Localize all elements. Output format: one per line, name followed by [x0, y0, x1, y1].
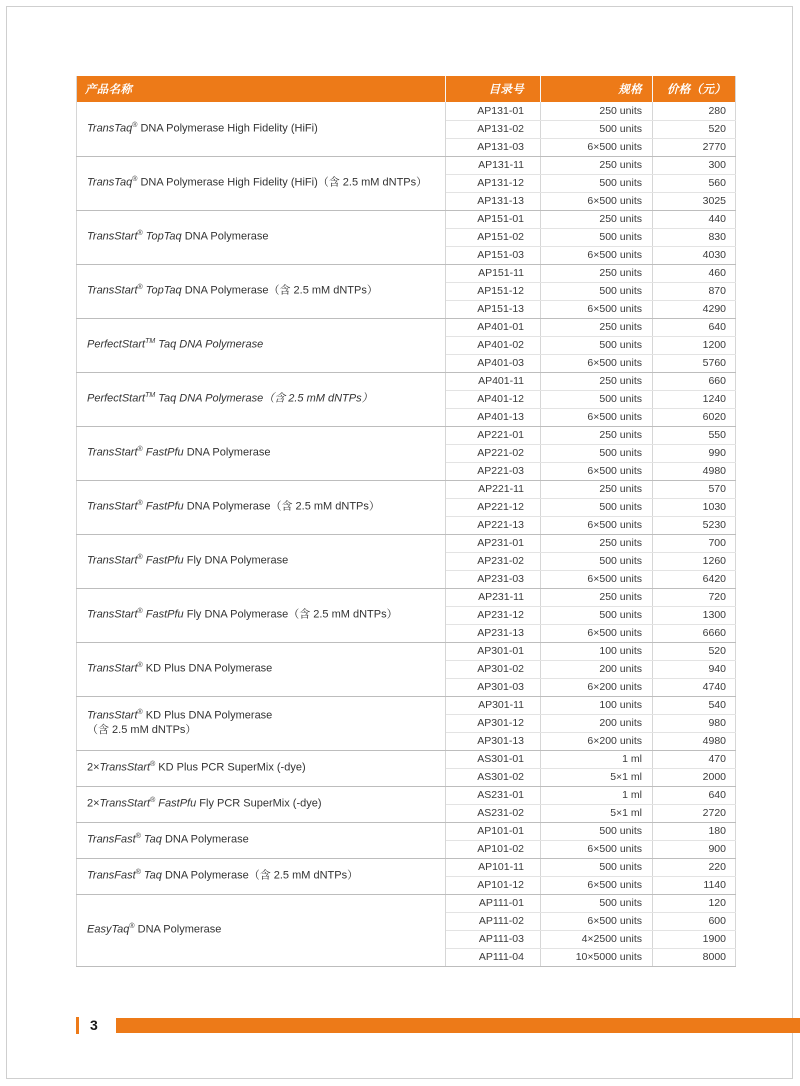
- product-price-table-container: [76, 76, 735, 967]
- footer-accent-bar: [116, 1018, 800, 1033]
- price-cell: 280: [653, 102, 736, 120]
- price-cell: 560: [653, 174, 736, 192]
- catalog-number-cell: AP301-13: [446, 732, 541, 750]
- page-footer: [76, 1016, 800, 1036]
- catalog-number-cell: AS301-02: [446, 768, 541, 786]
- specification-cell: 1 ml: [541, 750, 653, 768]
- price-cell: 2720: [653, 804, 736, 822]
- catalog-number-cell: AP131-12: [446, 174, 541, 192]
- specification-cell: 100 units: [541, 696, 653, 714]
- specification-cell: 500 units: [541, 894, 653, 912]
- table-row: [77, 210, 736, 228]
- price-cell: 6420: [653, 570, 736, 588]
- price-cell: 2770: [653, 138, 736, 156]
- specification-cell: 500 units: [541, 174, 653, 192]
- price-cell: 5760: [653, 354, 736, 372]
- page-canvas: [6, 6, 793, 1079]
- price-cell: 520: [653, 642, 736, 660]
- catalog-number-cell: AP101-01: [446, 822, 541, 840]
- catalog-number-cell: AP151-12: [446, 282, 541, 300]
- table-row: [77, 372, 736, 390]
- catalog-number-cell: AP231-11: [446, 588, 541, 606]
- specification-cell: 6×500 units: [541, 354, 653, 372]
- product-name-cell: EasyTaq® DNA Polymerase: [77, 894, 446, 966]
- catalog-number-cell: AP221-13: [446, 516, 541, 534]
- table-row: [77, 642, 736, 660]
- specification-cell: 250 units: [541, 426, 653, 444]
- specification-cell: 250 units: [541, 318, 653, 336]
- price-cell: 900: [653, 840, 736, 858]
- catalog-number-cell: AP101-02: [446, 840, 541, 858]
- product-name-cell: TransStart® TopTaq DNA Polymerase: [77, 210, 446, 264]
- catalog-number-cell: AS301-01: [446, 750, 541, 768]
- price-cell: 570: [653, 480, 736, 498]
- catalog-number-cell: AP131-11: [446, 156, 541, 174]
- specification-cell: 6×500 units: [541, 246, 653, 264]
- catalog-number-cell: AP301-01: [446, 642, 541, 660]
- specification-cell: 500 units: [541, 498, 653, 516]
- catalog-number-cell: AP401-12: [446, 390, 541, 408]
- catalog-number-cell: AP221-03: [446, 462, 541, 480]
- column-header-price: 价格（元）: [653, 76, 736, 102]
- catalog-number-cell: AP231-02: [446, 552, 541, 570]
- specification-cell: 500 units: [541, 228, 653, 246]
- catalog-number-cell: AP301-12: [446, 714, 541, 732]
- product-name-cell: TransTaq® DNA Polymerase High Fidelity (HiFi)（含 2.5 mM dNTPs）: [77, 156, 446, 210]
- price-cell: 470: [653, 750, 736, 768]
- price-cell: 700: [653, 534, 736, 552]
- price-cell: 870: [653, 282, 736, 300]
- price-cell: 830: [653, 228, 736, 246]
- price-cell: 720: [653, 588, 736, 606]
- specification-cell: 500 units: [541, 336, 653, 354]
- price-cell: 460: [653, 264, 736, 282]
- specification-cell: 6×500 units: [541, 570, 653, 588]
- price-cell: 940: [653, 660, 736, 678]
- price-cell: 1030: [653, 498, 736, 516]
- catalog-number-cell: AP151-11: [446, 264, 541, 282]
- product-name-cell: TransStart® FastPfu Fly DNA Polymerase（含 2.5 mM dNTPs）: [77, 588, 446, 642]
- specification-cell: 6×500 units: [541, 408, 653, 426]
- table-row: [77, 102, 736, 120]
- table-row: [77, 156, 736, 174]
- catalog-number-cell: AP111-04: [446, 948, 541, 966]
- catalog-number-cell: AP111-02: [446, 912, 541, 930]
- specification-cell: 5×1 ml: [541, 804, 653, 822]
- price-cell: 300: [653, 156, 736, 174]
- specification-cell: 200 units: [541, 660, 653, 678]
- specification-cell: 250 units: [541, 534, 653, 552]
- table-row: [77, 858, 736, 876]
- price-cell: 1200: [653, 336, 736, 354]
- price-cell: 980: [653, 714, 736, 732]
- specification-cell: 6×200 units: [541, 678, 653, 696]
- catalog-number-cell: AP401-03: [446, 354, 541, 372]
- column-header-product-name: 产品名称: [77, 76, 446, 102]
- specification-cell: 250 units: [541, 372, 653, 390]
- specification-cell: 250 units: [541, 480, 653, 498]
- specification-cell: 6×500 units: [541, 624, 653, 642]
- specification-cell: 6×500 units: [541, 300, 653, 318]
- catalog-number-cell: AS231-01: [446, 786, 541, 804]
- catalog-number-cell: AP401-01: [446, 318, 541, 336]
- catalog-number-cell: AP301-03: [446, 678, 541, 696]
- catalog-number-cell: AP131-01: [446, 102, 541, 120]
- specification-cell: 500 units: [541, 120, 653, 138]
- specification-cell: 500 units: [541, 390, 653, 408]
- product-name-cell: TransStart® KD Plus DNA Polymerase: [77, 642, 446, 696]
- price-cell: 550: [653, 426, 736, 444]
- product-name-cell: TransTaq® DNA Polymerase High Fidelity (HiFi): [77, 102, 446, 156]
- table-row: [77, 786, 736, 804]
- catalog-number-cell: AP221-12: [446, 498, 541, 516]
- catalog-number-cell: AP131-03: [446, 138, 541, 156]
- catalog-number-cell: AP401-11: [446, 372, 541, 390]
- price-cell: 520: [653, 120, 736, 138]
- catalog-number-cell: AP231-12: [446, 606, 541, 624]
- table-row: [77, 264, 736, 282]
- specification-cell: 500 units: [541, 444, 653, 462]
- catalog-number-cell: AP231-13: [446, 624, 541, 642]
- specification-cell: 250 units: [541, 210, 653, 228]
- specification-cell: 6×500 units: [541, 138, 653, 156]
- product-name-cell: TransStart® KD Plus DNA Polymerase （含 2.5 mM dNTPs）: [77, 696, 446, 750]
- catalog-number-cell: AP301-02: [446, 660, 541, 678]
- specification-cell: 5×1 ml: [541, 768, 653, 786]
- product-name-cell: TransFast® Taq DNA Polymerase: [77, 822, 446, 858]
- table-row: [77, 750, 736, 768]
- price-cell: 220: [653, 858, 736, 876]
- catalog-number-cell: AP151-03: [446, 246, 541, 264]
- price-cell: 1260: [653, 552, 736, 570]
- catalog-number-cell: AP131-13: [446, 192, 541, 210]
- price-cell: 3025: [653, 192, 736, 210]
- price-cell: 990: [653, 444, 736, 462]
- catalog-number-cell: AP221-02: [446, 444, 541, 462]
- catalog-number-cell: AP231-03: [446, 570, 541, 588]
- specification-cell: 10×5000 units: [541, 948, 653, 966]
- price-cell: 5230: [653, 516, 736, 534]
- column-header-catalog-number: 目录号: [446, 76, 541, 102]
- specification-cell: 4×2500 units: [541, 930, 653, 948]
- catalog-number-cell: AP151-01: [446, 210, 541, 228]
- catalog-number-cell: AP401-02: [446, 336, 541, 354]
- catalog-number-cell: AP151-13: [446, 300, 541, 318]
- specification-cell: 1 ml: [541, 786, 653, 804]
- table-header: [77, 76, 736, 102]
- price-cell: 6020: [653, 408, 736, 426]
- product-name-cell: TransStart® FastPfu Fly DNA Polymerase: [77, 534, 446, 588]
- footer-tick-mark: [76, 1017, 79, 1034]
- catalog-number-cell: AP111-03: [446, 930, 541, 948]
- catalog-number-cell: AS231-02: [446, 804, 541, 822]
- product-name-cell: TransStart® TopTaq DNA Polymerase（含 2.5 mM dNTPs）: [77, 264, 446, 318]
- product-name-cell: 2×TransStart® KD Plus PCR SuperMix (-dye): [77, 750, 446, 786]
- price-cell: 1300: [653, 606, 736, 624]
- specification-cell: 500 units: [541, 606, 653, 624]
- table-row: [77, 822, 736, 840]
- specification-cell: 500 units: [541, 822, 653, 840]
- price-cell: 2000: [653, 768, 736, 786]
- table-row: [77, 318, 736, 336]
- catalog-number-cell: AP111-01: [446, 894, 541, 912]
- specification-cell: 100 units: [541, 642, 653, 660]
- catalog-number-cell: AP401-13: [446, 408, 541, 426]
- catalog-number-cell: AP221-01: [446, 426, 541, 444]
- specification-cell: 250 units: [541, 588, 653, 606]
- product-name-cell: 2×TransStart® FastPfu Fly PCR SuperMix (-dye): [77, 786, 446, 822]
- price-cell: 6660: [653, 624, 736, 642]
- price-cell: 4980: [653, 732, 736, 750]
- catalog-number-cell: AP221-11: [446, 480, 541, 498]
- price-cell: 4980: [653, 462, 736, 480]
- table-row: [77, 588, 736, 606]
- specification-cell: 250 units: [541, 102, 653, 120]
- catalog-number-cell: AP101-12: [446, 876, 541, 894]
- product-price-table: [76, 76, 736, 967]
- price-cell: 660: [653, 372, 736, 390]
- catalog-number-cell: AP151-02: [446, 228, 541, 246]
- price-cell: 1900: [653, 930, 736, 948]
- price-cell: 180: [653, 822, 736, 840]
- product-name-cell: TransStart® FastPfu DNA Polymerase: [77, 426, 446, 480]
- price-cell: 640: [653, 786, 736, 804]
- table-row: [77, 426, 736, 444]
- price-cell: 540: [653, 696, 736, 714]
- specification-cell: 6×200 units: [541, 732, 653, 750]
- product-name-cell: PerfectStart™ Taq DNA Polymerase（含 2.5 mM dNTPs）: [77, 372, 446, 426]
- product-name-cell: TransStart® FastPfu DNA Polymerase（含 2.5 mM dNTPs）: [77, 480, 446, 534]
- specification-cell: 6×500 units: [541, 876, 653, 894]
- price-cell: 1140: [653, 876, 736, 894]
- specification-cell: 500 units: [541, 282, 653, 300]
- specification-cell: 200 units: [541, 714, 653, 732]
- specification-cell: 6×500 units: [541, 840, 653, 858]
- price-cell: 440: [653, 210, 736, 228]
- column-header-specification: 规格: [541, 76, 653, 102]
- price-cell: 120: [653, 894, 736, 912]
- specification-cell: 6×500 units: [541, 912, 653, 930]
- price-cell: 4740: [653, 678, 736, 696]
- product-name-cell: PerfectStart™ Taq DNA Polymerase: [77, 318, 446, 372]
- page-number: 3: [90, 1017, 98, 1033]
- specification-cell: 6×500 units: [541, 192, 653, 210]
- specification-cell: 6×500 units: [541, 516, 653, 534]
- table-row: [77, 480, 736, 498]
- table-header-row: [77, 76, 736, 102]
- product-name-cell: TransFast® Taq DNA Polymerase（含 2.5 mM dNTPs）: [77, 858, 446, 894]
- specification-cell: 250 units: [541, 156, 653, 174]
- price-cell: 4030: [653, 246, 736, 264]
- price-cell: 1240: [653, 390, 736, 408]
- table-row: [77, 534, 736, 552]
- catalog-number-cell: AP231-01: [446, 534, 541, 552]
- table-row: [77, 696, 736, 714]
- specification-cell: 500 units: [541, 858, 653, 876]
- catalog-number-cell: AP301-11: [446, 696, 541, 714]
- specification-cell: 250 units: [541, 264, 653, 282]
- specification-cell: 500 units: [541, 552, 653, 570]
- price-cell: 8000: [653, 948, 736, 966]
- table-body: [77, 102, 736, 966]
- price-cell: 600: [653, 912, 736, 930]
- price-cell: 4290: [653, 300, 736, 318]
- table-row: [77, 894, 736, 912]
- catalog-number-cell: AP131-02: [446, 120, 541, 138]
- catalog-number-cell: AP101-11: [446, 858, 541, 876]
- price-cell: 640: [653, 318, 736, 336]
- specification-cell: 6×500 units: [541, 462, 653, 480]
